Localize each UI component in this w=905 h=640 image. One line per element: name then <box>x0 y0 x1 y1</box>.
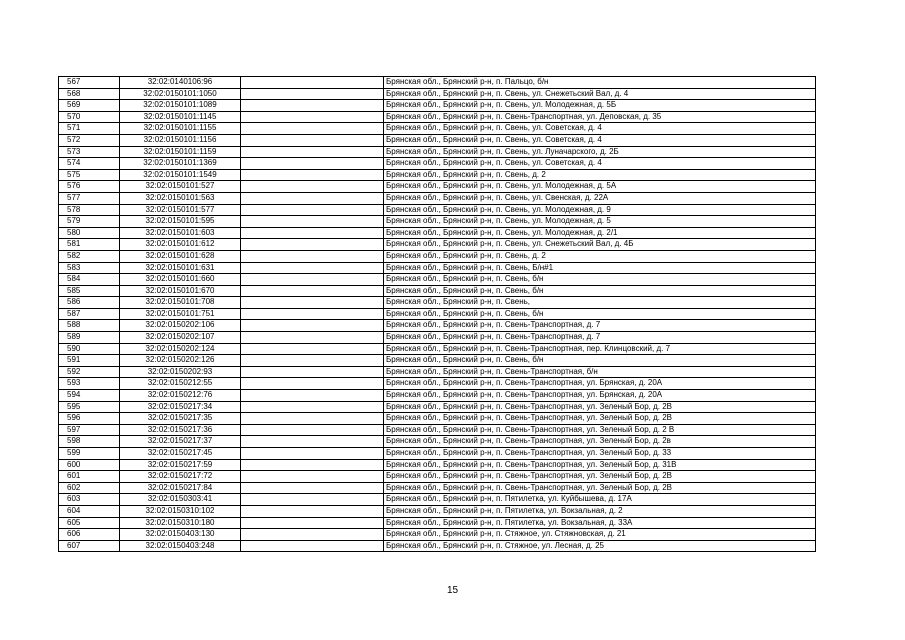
cadastral-number-cell: 32:02:0150101:670 <box>120 285 241 297</box>
table-row <box>59 146 816 158</box>
table-row <box>59 123 816 135</box>
address-cell: Брянская обл., Брянский р-н, п. Стяжное, ул. Стяжновская, д. 21 <box>384 529 816 541</box>
address-cell: Брянская обл., Брянский р-н, п. Свень, ул. Луначарского, д. 2Б <box>384 146 816 158</box>
table-row <box>59 77 816 89</box>
empty-cell <box>241 355 384 367</box>
row-number-cell: 569 <box>59 100 120 112</box>
address-cell: Брянская обл., Брянский р-н, п. Свень-Транспортная, ул. Брянская, д. 20А <box>384 378 816 390</box>
address-cell: Брянская обл., Брянский р-н, п. Свень-Транспортная, ул. Деповская, д. 35 <box>384 111 816 123</box>
address-cell: Брянская обл., Брянский р-н, п. Свень, ул. Советская, д. 4 <box>384 158 816 170</box>
empty-cell <box>241 320 384 332</box>
empty-cell <box>241 448 384 460</box>
address-cell: Брянская обл., Брянский р-н, п. Стяжное, ул. Лесная, д. 25 <box>384 540 816 552</box>
empty-cell <box>241 540 384 552</box>
address-cell: Брянская обл., Брянский р-н, п. Свень-Транспортная, ул. Зеленый Бор, д. 31В <box>384 459 816 471</box>
cadastral-number-cell: 32:02:0150403:130 <box>120 529 241 541</box>
row-number-cell: 591 <box>59 355 120 367</box>
empty-cell <box>241 517 384 529</box>
address-cell: Брянская обл., Брянский р-н, п. Свень, ул. Молодежная, д. 5А <box>384 181 816 193</box>
address-cell: Брянская обл., Брянский р-н, п. Свень, д. 2 <box>384 169 816 181</box>
row-number-cell: 596 <box>59 413 120 425</box>
table-row <box>59 517 816 529</box>
address-cell: Брянская обл., Брянский р-н, п. Свень, б/н <box>384 285 816 297</box>
row-number-cell: 597 <box>59 424 120 436</box>
table-row <box>59 482 816 494</box>
empty-cell <box>241 146 384 158</box>
table-row <box>59 413 816 425</box>
cadastral-number-cell: 32:02:0150101:1549 <box>120 169 241 181</box>
address-cell: Брянская обл., Брянский р-н, п. Свень, ул. Советская, д. 4 <box>384 123 816 135</box>
table-row <box>59 332 816 344</box>
row-number-cell: 583 <box>59 262 120 274</box>
cadastral-number-cell: 32:02:0150310:180 <box>120 517 241 529</box>
empty-cell <box>241 88 384 100</box>
address-cell: Брянская обл., Брянский р-н, п. Свень-Транспортная, ул. Зеленый Бор, д. 2В <box>384 413 816 425</box>
cadastral-number-cell: 32:02:0150217:35 <box>120 413 241 425</box>
table-row <box>59 494 816 506</box>
address-cell: Брянская обл., Брянский р-н, п. Пятилетка, ул. Куйбышева, д. 17А <box>384 494 816 506</box>
address-cell: Брянская обл., Брянский р-н, п. Свень, б/н <box>384 355 816 367</box>
row-number-cell: 607 <box>59 540 120 552</box>
row-number-cell: 603 <box>59 494 120 506</box>
row-number-cell: 590 <box>59 343 120 355</box>
empty-cell <box>241 158 384 170</box>
address-cell: Брянская обл., Брянский р-н, п. Свень, Б/н#1 <box>384 262 816 274</box>
cadastral-number-cell: 32:02:0150101:1145 <box>120 111 241 123</box>
address-cell: Брянская обл., Брянский р-н, п. Свень, ул. Свенская, д. 22А <box>384 192 816 204</box>
empty-cell <box>241 390 384 402</box>
cadastral-number-cell: 32:02:0150101:631 <box>120 262 241 274</box>
address-cell: Брянская обл., Брянский р-н, п. Свень, ул. Молодежная, д. 2/1 <box>384 227 816 239</box>
cadastral-number-cell: 32:02:0150101:527 <box>120 181 241 193</box>
empty-cell <box>241 111 384 123</box>
row-number-cell: 587 <box>59 308 120 320</box>
empty-cell <box>241 77 384 89</box>
cadastral-number-cell: 32:02:0150403:248 <box>120 540 241 552</box>
address-cell: Брянская обл., Брянский р-н, п. Свень-Транспортная, ул. Зеленый Бор, д. 2 В <box>384 424 816 436</box>
empty-cell <box>241 436 384 448</box>
address-cell: Брянская обл., Брянский р-н, п. Свень, ул. Молодежная, д. 5Б <box>384 100 816 112</box>
row-number-cell: 580 <box>59 227 120 239</box>
registry-table-body <box>59 77 816 552</box>
table-row <box>59 297 816 309</box>
row-number-cell: 575 <box>59 169 120 181</box>
table-row <box>59 320 816 332</box>
row-number-cell: 570 <box>59 111 120 123</box>
address-cell: Брянская обл., Брянский р-н, п. Пятилетка, ул. Вокзальная, д. 2 <box>384 505 816 517</box>
table-row <box>59 239 816 251</box>
table-row <box>59 355 816 367</box>
table-row <box>59 471 816 483</box>
cadastral-number-cell: 32:02:0150212:76 <box>120 390 241 402</box>
empty-cell <box>241 227 384 239</box>
empty-cell <box>241 505 384 517</box>
row-number-cell: 579 <box>59 216 120 228</box>
cadastral-number-cell: 32:02:0150101:1089 <box>120 100 241 112</box>
empty-cell <box>241 216 384 228</box>
cadastral-number-cell: 32:02:0150101:563 <box>120 192 241 204</box>
cadastral-number-cell: 32:02:0150101:1050 <box>120 88 241 100</box>
empty-cell <box>241 285 384 297</box>
page-number: 15 <box>446 585 459 596</box>
cadastral-number-cell: 32:02:0150212:55 <box>120 378 241 390</box>
address-cell: Брянская обл., Брянский р-н, п. Пальцо, б/н <box>384 77 816 89</box>
address-cell: Брянская обл., Брянский р-н, п. Свень, б/н <box>384 274 816 286</box>
cadastral-number-cell: 32:02:0150217:34 <box>120 401 241 413</box>
row-number-cell: 604 <box>59 505 120 517</box>
cadastral-number-cell: 32:02:0150101:595 <box>120 216 241 228</box>
empty-cell <box>241 134 384 146</box>
table-row <box>59 158 816 170</box>
address-cell: Брянская обл., Брянский р-н, п. Свень-Транспортная, ул. Брянская, д. 20А <box>384 390 816 402</box>
address-cell: Брянская обл., Брянский р-н, п. Свень, д. 2 <box>384 250 816 262</box>
empty-cell <box>241 274 384 286</box>
empty-cell <box>241 297 384 309</box>
cadastral-number-cell: 32:02:0150202:107 <box>120 332 241 344</box>
address-cell: Брянская обл., Брянский р-н, п. Свень-Транспортная, ул. Зеленый Бор, д. 2В <box>384 471 816 483</box>
row-number-cell: 605 <box>59 517 120 529</box>
row-number-cell: 577 <box>59 192 120 204</box>
address-cell: Брянская обл., Брянский р-н, п. Свень, ул. Советская, д. 4 <box>384 134 816 146</box>
cadastral-number-cell: 32:02:0150310:102 <box>120 505 241 517</box>
table-row <box>59 216 816 228</box>
row-number-cell: 581 <box>59 239 120 251</box>
row-number-cell: 593 <box>59 378 120 390</box>
row-number-cell: 574 <box>59 158 120 170</box>
row-number-cell: 582 <box>59 250 120 262</box>
row-number-cell: 595 <box>59 401 120 413</box>
cadastral-number-cell: 32:02:0150202:93 <box>120 366 241 378</box>
table-row <box>59 436 816 448</box>
table-row <box>59 505 816 517</box>
cadastral-number-cell: 32:02:0150101:577 <box>120 204 241 216</box>
address-cell: Брянская обл., Брянский р-н, п. Свень-Транспортная, пер. Клинцовский, д. 7 <box>384 343 816 355</box>
table-row <box>59 274 816 286</box>
cadastral-number-cell: 32:02:0150101:1159 <box>120 146 241 158</box>
cadastral-number-cell: 32:02:0150101:603 <box>120 227 241 239</box>
cadastral-number-cell: 32:02:0150101:1369 <box>120 158 241 170</box>
row-number-cell: 567 <box>59 77 120 89</box>
empty-cell <box>241 482 384 494</box>
empty-cell <box>241 192 384 204</box>
row-number-cell: 573 <box>59 146 120 158</box>
cadastral-number-cell: 32:02:0150101:1155 <box>120 123 241 135</box>
cadastral-number-cell: 32:02:0150217:84 <box>120 482 241 494</box>
address-cell: Брянская обл., Брянский р-н, п. Свень-Транспортная, д. 7 <box>384 320 816 332</box>
row-number-cell: 592 <box>59 366 120 378</box>
address-cell: Брянская обл., Брянский р-н, п. Свень, б/н <box>384 308 816 320</box>
cadastral-number-cell: 32:02:0150217:36 <box>120 424 241 436</box>
address-cell: Брянская обл., Брянский р-н, п. Пятилетка, ул. Вокзальная, д. 33А <box>384 517 816 529</box>
table-row <box>59 169 816 181</box>
empty-cell <box>241 378 384 390</box>
row-number-cell: 602 <box>59 482 120 494</box>
registry-table <box>58 76 816 552</box>
table-row <box>59 459 816 471</box>
empty-cell <box>241 123 384 135</box>
cadastral-number-cell: 32:02:0150101:751 <box>120 308 241 320</box>
address-cell: Брянская обл., Брянский р-н, п. Свень, ул. Молодежная, д. 9 <box>384 204 816 216</box>
empty-cell <box>241 250 384 262</box>
row-number-cell: 585 <box>59 285 120 297</box>
empty-cell <box>241 401 384 413</box>
row-number-cell: 600 <box>59 459 120 471</box>
table-row <box>59 424 816 436</box>
row-number-cell: 584 <box>59 274 120 286</box>
empty-cell <box>241 332 384 344</box>
table-row <box>59 308 816 320</box>
empty-cell <box>241 366 384 378</box>
empty-cell <box>241 529 384 541</box>
empty-cell <box>241 459 384 471</box>
table-row <box>59 88 816 100</box>
cadastral-number-cell: 32:02:0150202:126 <box>120 355 241 367</box>
table-row <box>59 390 816 402</box>
address-cell: Брянская обл., Брянский р-н, п. Свень, <box>384 297 816 309</box>
address-cell: Брянская обл., Брянский р-н, п. Свень-Транспортная, б/н <box>384 366 816 378</box>
table-row <box>59 285 816 297</box>
cadastral-number-cell: 32:02:0150101:628 <box>120 250 241 262</box>
empty-cell <box>241 204 384 216</box>
table-row <box>59 250 816 262</box>
row-number-cell: 586 <box>59 297 120 309</box>
table-row <box>59 181 816 193</box>
cadastral-number-cell: 32:02:0150101:1156 <box>120 134 241 146</box>
row-number-cell: 572 <box>59 134 120 146</box>
row-number-cell: 606 <box>59 529 120 541</box>
row-number-cell: 599 <box>59 448 120 460</box>
row-number-cell: 578 <box>59 204 120 216</box>
empty-cell <box>241 239 384 251</box>
row-number-cell: 594 <box>59 390 120 402</box>
address-cell: Брянская обл., Брянский р-н, п. Свень, ул. Снежетьский Вал, д. 4 <box>384 88 816 100</box>
empty-cell <box>241 413 384 425</box>
table-row <box>59 262 816 274</box>
table-row <box>59 192 816 204</box>
empty-cell <box>241 100 384 112</box>
empty-cell <box>241 424 384 436</box>
address-cell: Брянская обл., Брянский р-н, п. Свень, ул. Молодежная, д. 5 <box>384 216 816 228</box>
row-number-cell: 576 <box>59 181 120 193</box>
table-row <box>59 448 816 460</box>
empty-cell <box>241 343 384 355</box>
address-cell: Брянская обл., Брянский р-н, п. Свень, ул. Снежетьский Вал, д. 4Б <box>384 239 816 251</box>
row-number-cell: 601 <box>59 471 120 483</box>
empty-cell <box>241 262 384 274</box>
table-row <box>59 134 816 146</box>
row-number-cell: 589 <box>59 332 120 344</box>
table-row <box>59 204 816 216</box>
cadastral-number-cell: 32:02:0150101:708 <box>120 297 241 309</box>
cadastral-number-cell: 32:02:0150202:106 <box>120 320 241 332</box>
address-cell: Брянская обл., Брянский р-н, п. Свень-Транспортная, д. 7 <box>384 332 816 344</box>
cadastral-number-cell: 32:02:0150217:37 <box>120 436 241 448</box>
row-number-cell: 568 <box>59 88 120 100</box>
table-row <box>59 378 816 390</box>
cadastral-number-cell: 32:02:0150202:124 <box>120 343 241 355</box>
empty-cell <box>241 494 384 506</box>
row-number-cell: 571 <box>59 123 120 135</box>
cadastral-number-cell: 32:02:0150217:72 <box>120 471 241 483</box>
cadastral-number-cell: 32:02:0150217:59 <box>120 459 241 471</box>
address-cell: Брянская обл., Брянский р-н, п. Свень-Транспортная, ул. Зеленый Бор, д. 33 <box>384 448 816 460</box>
table-row <box>59 401 816 413</box>
row-number-cell: 598 <box>59 436 120 448</box>
cadastral-number-cell: 32:02:0150101:612 <box>120 239 241 251</box>
address-cell: Брянская обл., Брянский р-н, п. Свень-Транспортная, ул. Зеленый Бор, д. 2в <box>384 436 816 448</box>
empty-cell <box>241 471 384 483</box>
cadastral-number-cell: 32:02:0140106:96 <box>120 77 241 89</box>
cadastral-number-cell: 32:02:0150217:45 <box>120 448 241 460</box>
row-number-cell: 588 <box>59 320 120 332</box>
cadastral-number-cell: 32:02:0150101:660 <box>120 274 241 286</box>
table-row <box>59 366 816 378</box>
table-row <box>59 529 816 541</box>
table-row <box>59 540 816 552</box>
empty-cell <box>241 169 384 181</box>
empty-cell <box>241 181 384 193</box>
table-row <box>59 343 816 355</box>
table-row <box>59 100 816 112</box>
address-cell: Брянская обл., Брянский р-н, п. Свень-Транспортная, ул. Зеленый Бор, д. 2В <box>384 401 816 413</box>
cadastral-number-cell: 32:02:0150303:41 <box>120 494 241 506</box>
table-row <box>59 111 816 123</box>
address-cell: Брянская обл., Брянский р-н, п. Свень-Транспортная, ул. Зеленый Бор, д. 2В <box>384 482 816 494</box>
empty-cell <box>241 308 384 320</box>
table-row <box>59 227 816 239</box>
